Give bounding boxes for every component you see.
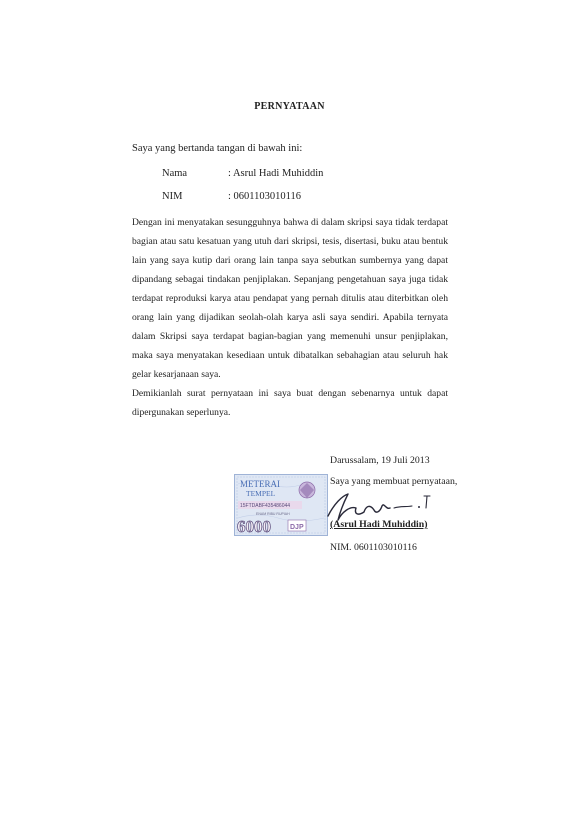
signer-name: (Asrul Hadi Muhiddin) (330, 519, 428, 530)
stamp-value: 6000 (237, 517, 271, 536)
intro-text: Saya yang bertanda tangan di bawah ini: (132, 143, 303, 154)
nim-value: : 0601103010116 (228, 191, 302, 202)
statement-paragraph-2: Demikianlah surat pernyataan ini saya buat dengan sebenarnya untuk dapat dipergunakan seperlunya. (132, 388, 448, 418)
stamp-line1: METERAI (240, 479, 280, 489)
statement-title: PERNYATAAN (254, 101, 325, 112)
stamp-currency: DJP (290, 524, 304, 531)
signer-nim: NIM. 0601103010116 (330, 542, 417, 553)
garuda-emblem-icon (299, 482, 315, 498)
statement-body (132, 213, 448, 422)
nim-label: NIM (162, 191, 183, 202)
maker-line: Saya yang membuat pernyataan, (330, 476, 458, 487)
name-label: Nama (162, 168, 188, 179)
stamp-line2: TEMPEL (246, 489, 276, 498)
name-row (162, 168, 323, 179)
nim-row (162, 191, 301, 202)
statement-paragraph-1: Dengan ini menyatakan sesungguhnya bahwa di dalam skripsi saya tidak terdapat bagian atau satu kesatuan yang utuh dari skripsi, tesis, disertasi, buku atau bentuk lain yang saya kutip dari orang lain tanpa saya sebutkan sumbernya yang dapat dipandang sebagai tindakan penjiplakan. Sepanjang pengetahuan saya juga tidak terdapat reproduksi karya atau pendapat yang pernah ditulis atau diterbitkan oleh orang lain yang dijadikan seolah-olah karya asli saya sendiri. Apabila ternyata dalam Skripsi saya terdapat bagian-bagian yang memenuhi unsur penjiplakan, maka saya menyatakan kesediaan untuk dibatalkan sebahagian atau seluruh hak gelar kesarjanaan saya. (132, 217, 448, 380)
stamp-serial: 15FTDABF435486044 (240, 503, 291, 509)
place-date: Darussalam, 19 Juli 2013 (330, 455, 430, 466)
duty-stamp-icon (234, 474, 328, 536)
stamp-subtext: ENAM RIBU RUPIAH (256, 512, 290, 516)
name-value: : Asrul Hadi Muhiddin (228, 168, 324, 179)
